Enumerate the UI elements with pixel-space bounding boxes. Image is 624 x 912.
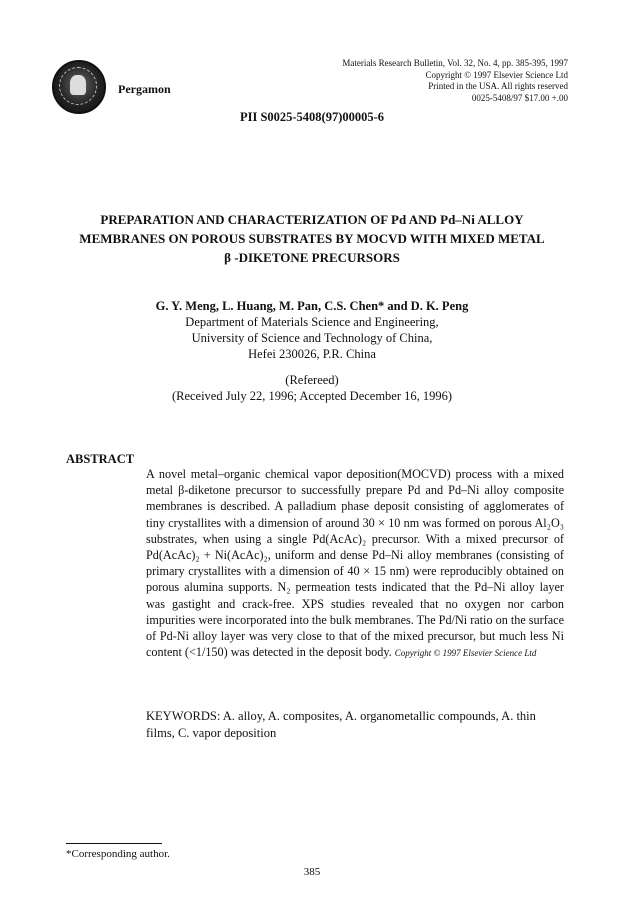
footnote-divider (66, 843, 162, 844)
title-line: MEMBRANES ON POROUS SUBSTRATES BY MOCVD WITH MIXED METAL (79, 231, 545, 246)
affiliation-line: Department of Materials Science and Engineering, (185, 315, 439, 329)
page-number: 385 (303, 866, 321, 878)
received-dates: (Received July 22, 1996; Accepted December 16, 1996) (171, 389, 453, 403)
affiliation-line: University of Science and Technology of China, (191, 331, 433, 345)
pergamon-logo (52, 60, 106, 114)
publisher-name: Pergamon (118, 82, 171, 96)
journal-citation: Materials Research Bulletin, Vol. 32, No. 4, pp. 385-395, 1997 (342, 58, 568, 68)
journal-copyright: Copyright © 1997 Elsevier Science Ltd (425, 69, 568, 80)
journal-info (342, 58, 568, 104)
author-names: G. Y. Meng, L. Huang, M. Pan, C.S. Chen* and D. K. Peng (155, 299, 469, 313)
abstract-heading: ABSTRACT (66, 452, 135, 466)
affiliation-line: Hefei 230026, P.R. China (248, 347, 376, 361)
journal-printed: Printed in the USA. All rights reserved (428, 81, 568, 91)
pii-identifier: PII S0025-5408(97)00005-6 (239, 110, 385, 124)
journal-issn: 0025-5408/97 $17.00 +.00 (471, 92, 568, 103)
paper-title (40, 210, 584, 267)
keywords: KEYWORDS: A. alloy, A. composites, A. organometallic compounds, A. thin films, C. vapor deposition (146, 709, 536, 740)
abstract-copyright: Copyright © 1997 Elsevier Science Ltd (394, 648, 537, 659)
refereed-label: (Refereed) (285, 373, 339, 387)
title-line: PREPARATION AND CHARACTERIZATION OF Pd AND Pd–Ni ALLOY (100, 212, 524, 227)
corresponding-author-footnote: *Corresponding author. (66, 848, 170, 860)
review-status (0, 372, 624, 404)
logo-emblem-icon (70, 75, 86, 95)
author-block (0, 298, 624, 362)
title-line: β -DIKETONE PRECURSORS (224, 250, 400, 265)
abstract-body (146, 466, 564, 661)
abstract-text: A novel metal–organic chemical vapor deposition(MOCVD) process with a mixed metal β-diketone precursor to successfully prepare Pd and Pd–Ni alloy composite membranes is described. A palladium phase deposit consisting of agglomerates of tiny crystallites with a dimension of around 30 × 10 nm was formed on porous Al₂O₃ substrates, when using a single Pd(AcAc)₂ precursor. With a mixed precursor of Pd(AcAc)₂ + Ni(AcAc)₂, uniform and dense Pd–Ni alloy membranes (consisting of primary crystallites with a dimension of 40 × 15 nm) were reproducibly obtained on porous alumina supports. N₂ permeation tests indicated that the Pd–Ni alloy layer was gastight and crack-free. XPS studies revealed that no oxygen nor carbon impurities were incorporated into the bulk membranes. The Pd/Ni ratio on the surface of Pd-Ni alloy layer was very close to that of the mixed precursor, but much less Ni content (<1/150) was detected in the deposit body. (146, 467, 564, 660)
